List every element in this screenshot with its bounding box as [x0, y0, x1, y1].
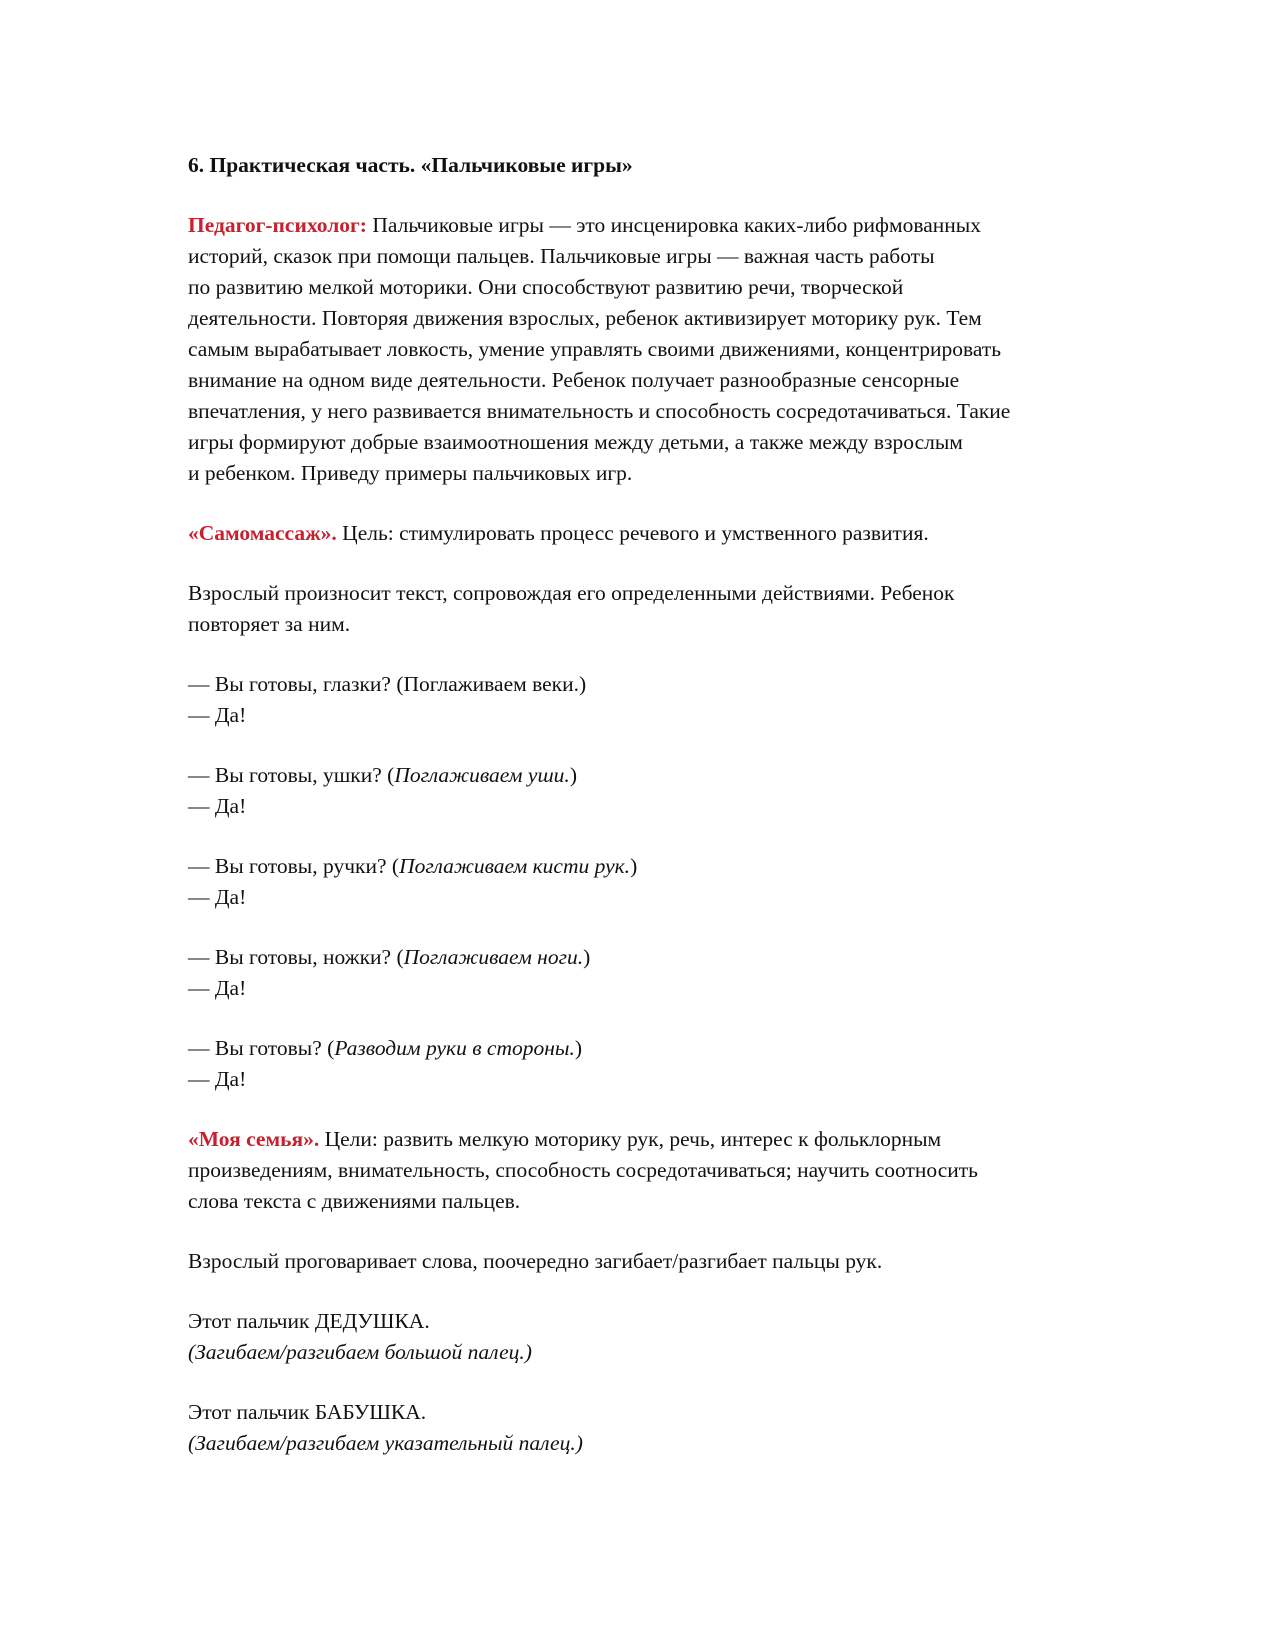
close-paren: ) [630, 854, 638, 878]
action-text: (Поглаживаем веки.) [396, 672, 587, 696]
intro-line-1 [188, 210, 1088, 241]
game2-goal-line: произведениям, внимательность, способность сосредотачиваться; научить соотносить [188, 1158, 978, 1182]
verse [188, 1306, 1088, 1368]
game1-goal: Цель: стимулировать процесс речевого и умственного развития. [336, 521, 929, 545]
dialogue-answer: — Да! [188, 1067, 247, 1091]
intro-line: и ребенком. Приведу примеры пальчиковых игр. [188, 461, 633, 485]
game1-title: «Самомассаж». [188, 521, 337, 545]
close-paren: ) [574, 1036, 583, 1060]
dialogue-answer: — Да! [188, 703, 247, 727]
intro-paragraph [188, 210, 1088, 489]
verse-action: (Загибаем/разгибаем указательный палец.) [188, 1431, 583, 1455]
dialogue-question [188, 760, 1088, 791]
dialogue-pair [188, 760, 1088, 822]
intro-line: деятельности. Повторяя движения взрослых, ребенок активизирует моторику рук. Тем [188, 306, 982, 330]
dialogue-pair [188, 942, 1088, 1004]
instruction-line: повторяет за ним. [188, 612, 351, 636]
game2-instruction [188, 1246, 1088, 1277]
game2-title: «Моя семья». [188, 1127, 320, 1151]
intro-line: игры формируют добрые взаимоотношения между детьми, а также между взрослым [188, 430, 963, 454]
question-text: — Вы готовы, глазки? [188, 672, 397, 696]
action-text: Разводим руки в стороны. [334, 1036, 575, 1060]
action-text: Поглаживаем кисти рук. [399, 854, 631, 878]
document-page [188, 150, 1088, 1488]
intro-line: внимание на одном виде деятельности. Ребенок получает разнообразные сенсорные [188, 368, 960, 392]
dialogue-pair [188, 669, 1088, 731]
action-text: Поглаживаем уши. [394, 763, 570, 787]
action-text: Поглаживаем ноги. [403, 945, 584, 969]
section-heading: 6. Практическая часть. «Пальчиковые игры» [188, 153, 633, 177]
dialogue-pair [188, 851, 1088, 913]
dialogue-question [188, 851, 1088, 882]
game1-goal-paragraph [188, 518, 1088, 549]
question-text: — Вы готовы? ( [188, 1036, 335, 1060]
question-text: — Вы готовы, ножки? ( [188, 945, 404, 969]
dialogue-answer: — Да! [188, 794, 247, 818]
verse-text: Этот пальчик ДЕДУШКА. [188, 1309, 430, 1333]
game2-goal-paragraph [188, 1124, 1088, 1217]
dialogue-question [188, 942, 1088, 973]
dialogue-pair [188, 1033, 1088, 1095]
question-text: — Вы готовы, ушки? ( [188, 763, 395, 787]
question-text: — Вы готовы, ручки? ( [188, 854, 400, 878]
game2-goal: Цели: развить мелкую моторику рук, речь, интерес к фольклорным [319, 1127, 942, 1151]
game2-goal-line: слова текста с движениями пальцев. [188, 1189, 521, 1213]
verse-action: (Загибаем/разгибаем большой палец.) [188, 1340, 532, 1364]
intro-line: историй, сказок при помощи пальцев. Пальчиковые игры — важная часть работы [188, 244, 935, 268]
verse-text: Этот пальчик БАБУШКА. [188, 1400, 427, 1424]
instruction-line: Взрослый проговаривает слова, поочередно загибает/разгибает пальцы рук. [188, 1249, 883, 1273]
dialogue-answer: — Да! [188, 885, 247, 909]
dialogue-answer: — Да! [188, 976, 247, 1000]
game1-instruction [188, 578, 1088, 640]
dialogue-question [188, 669, 1088, 700]
intro-line: впечатления, у него развивается внимательность и способность сосредотачиваться. Такие [188, 399, 1011, 423]
close-paren: ) [569, 763, 577, 787]
intro-line: самым вырабатывает ловкость, умение управлять своими движениями, концентрировать [188, 337, 1002, 361]
intro-text: Пальчиковые игры — это инсценировка каких-либо рифмованных [366, 213, 981, 237]
game1-goal-line [188, 518, 1088, 549]
dialogue-question [188, 1033, 1088, 1064]
instruction-line: Взрослый произносит текст, сопровождая его определенными действиями. Ребенок [188, 581, 955, 605]
verse [188, 1397, 1088, 1459]
speaker-label: Педагог-психолог: [188, 213, 367, 237]
intro-line: по развитию мелкой моторики. Они способствуют развитию речи, творческой [188, 275, 904, 299]
close-paren: ) [583, 945, 591, 969]
game2-goal-line [188, 1124, 1088, 1155]
